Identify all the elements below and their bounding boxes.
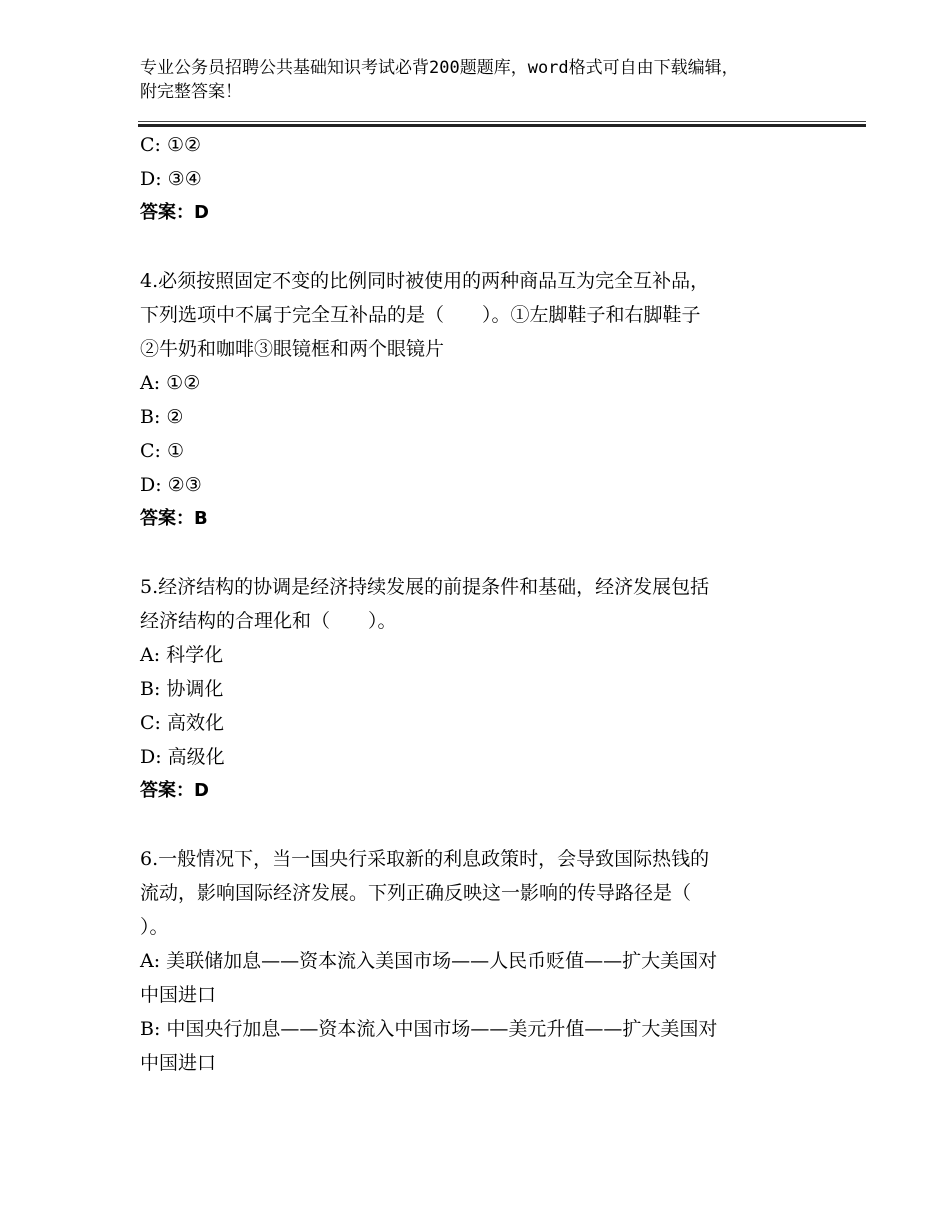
option-a: A: ①② — [140, 372, 201, 394]
option-a-continued: 中国进口 — [140, 984, 217, 1006]
header-line-2: 附完整答案！ — [140, 82, 242, 102]
page-header — [140, 56, 840, 104]
option-b-continued: 中国进口 — [140, 1052, 217, 1074]
question-text-line: 下列选项中不属于完全互补品的是（ ）。①左脚鞋子和右脚鞋子 — [140, 304, 701, 326]
option-b: B: ② — [140, 406, 184, 428]
spacer — [140, 808, 820, 842]
spacer — [140, 536, 820, 570]
option-b: B: 协调化 — [140, 678, 224, 700]
question-text-line: 5.经济结构的协调是经济持续发展的前提条件和基础，经济发展包括 — [140, 576, 710, 598]
option-d: D: ②③ — [140, 474, 202, 496]
answer-label: 答案：D — [140, 202, 209, 223]
option-b: B: 中国央行加息——资本流入中国市场——美元升值——扩大美国对 — [140, 1018, 718, 1040]
question-6 — [140, 842, 820, 1080]
previous-question-tail — [140, 128, 820, 230]
spacer — [140, 230, 820, 264]
answer-label: 答案：B — [140, 508, 208, 529]
question-4 — [140, 264, 820, 536]
option-a: A: 科学化 — [140, 644, 224, 666]
question-text-line: ）。 — [140, 916, 169, 938]
question-text-line: 6.一般情况下，当一国央行采取新的利息政策时，会导致国际热钱的 — [140, 848, 710, 870]
question-5 — [140, 570, 820, 808]
option-c: C: ①② — [140, 134, 202, 156]
question-content — [140, 128, 820, 1080]
option-a: A: 美联储加息——资本流入美国市场——人民币贬值——扩大美国对 — [140, 950, 718, 972]
header-divider — [138, 121, 866, 127]
option-d: D: ③④ — [140, 168, 202, 190]
question-text-line: 4.必须按照固定不变的比例同时被使用的两种商品互为完全互补品， — [140, 270, 710, 292]
question-text-line: 流动，影响国际经济发展。下列正确反映这一影响的传导路径是（ — [140, 882, 692, 904]
question-text-line: ②牛奶和咖啡③眼镜框和两个眼镜片 — [140, 338, 445, 360]
option-d: D: 高级化 — [140, 746, 225, 768]
header-line-1: 专业公务员招聘公共基础知识考试必背200题题库，word格式可自由下载编辑， — [140, 58, 739, 78]
option-c: C: ① — [140, 440, 185, 462]
answer-label: 答案：D — [140, 780, 209, 801]
question-text-line: 经济结构的合理化和（ ）。 — [140, 610, 397, 632]
option-c: C: 高效化 — [140, 712, 224, 734]
